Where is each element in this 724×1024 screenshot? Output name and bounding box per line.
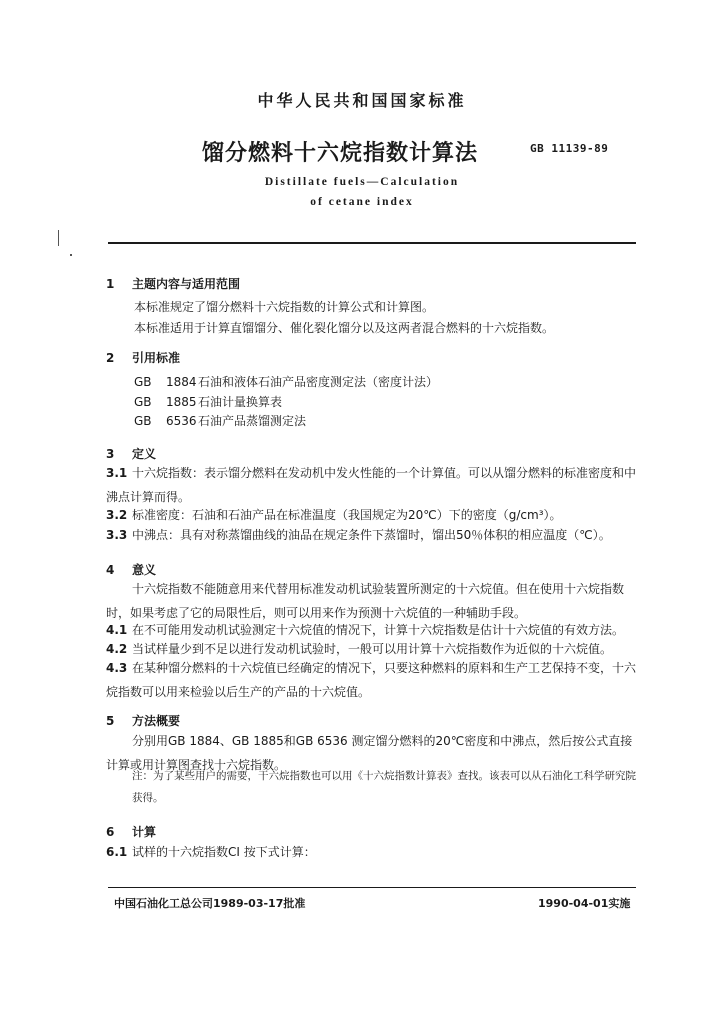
implementation-date: 1990-04-01实施 bbox=[538, 897, 631, 910]
scan-artifact bbox=[58, 230, 59, 246]
section-1-paragraph-1: 本标准规定了馏分燃料十六烷指数的计算公式和计算图。 bbox=[134, 300, 435, 314]
section-heading-6: 6 计算 bbox=[106, 825, 157, 839]
definition-item: 3.3 中沸点：具有对称蒸馏曲线的油品在规定条件下蒸馏时，馏出50％体积的相应温度（℃）。 bbox=[106, 528, 611, 542]
definition-item: 3.2 标准密度：石油和石油产品在标准温度（我国规定为20℃）下的密度（g/cm³）。 bbox=[106, 508, 562, 522]
section-5-paragraph: 分别用GB 1884、GB 1885和GB 6536 测定馏分燃料的20℃密度和中沸点，然后按公式直接计算或用计算图查找十六烷指数。 bbox=[106, 734, 633, 772]
definition-item: 3.1 十六烷指数：表示馏分燃料在发动机中发火性能的一个计算值。可以从馏分燃料的标准密度和中沸点计算而得。 bbox=[106, 466, 637, 504]
section-heading-4: 4 意义 bbox=[106, 563, 157, 577]
section-5-note: 注：为了某些用户的需要，干六烷指数也可以用《十六烷指数计算表》查找。该表可以从石油化工科学研究院获得。 bbox=[132, 770, 636, 804]
section-1-paragraph-2: 本标准适用于计算直馏馏分、催化裂化馏分以及这两者混合燃料的十六烷指数。 bbox=[134, 321, 555, 335]
significance-item: 4.1 在不可能用发动机试验测定十六烷值的情况下，计算十六烷指数是估计十六烷值的有效方法。 bbox=[106, 623, 625, 637]
reference-item: GB 1885石油计量换算表 bbox=[134, 395, 283, 409]
section-heading-5: 5 方法概要 bbox=[106, 714, 181, 728]
reference-item: GB 1884石油和液体石油产品密度测定法（密度计法） bbox=[134, 375, 439, 389]
reference-item: GB 6536石油产品蒸馏测定法 bbox=[134, 414, 307, 428]
document-title-cn: 馏分燃料十六烷指数计算法 bbox=[202, 141, 479, 166]
header-divider bbox=[108, 242, 636, 244]
document-title-en-line1: Distillate fuels—Calculation bbox=[264, 176, 460, 188]
significance-item: 4.3 在某种馏分燃料的十六烷值已经确定的情况下，只要这种燃料的原料和生产工艺保持不变，十六烷指数可以用来检验以后生产的产品的十六烷值。 bbox=[106, 661, 637, 699]
standard-code: GB 11139-89 bbox=[530, 142, 609, 155]
section-heading-1: 1 主题内容与适用范围 bbox=[106, 277, 241, 291]
approval-date: 中国石油化工总公司1989-03-17批准 bbox=[114, 897, 306, 910]
significance-item: 4.2 当试样量少到不足以进行发动机试验时，一般可以用计算十六烷指数作为近似的十六烷值。 bbox=[106, 642, 613, 656]
standard-type-header: 中华人民共和国国家标准 bbox=[257, 91, 467, 110]
section-4-intro: 十六烷指数不能随意用来代替用标准发动机试验装置所测定的十六烷值。但在使用十六烷指数时，如果考虑了它的局限性后，则可以用来作为预测十六烷值的一种辅助手段。 bbox=[106, 582, 625, 620]
calculation-item: 6.1 试样的十六烷指数CI 按下式计算： bbox=[106, 845, 316, 859]
section-heading-2: 2 引用标准 bbox=[106, 351, 181, 365]
scan-artifact bbox=[70, 254, 72, 256]
section-heading-3: 3 定义 bbox=[106, 447, 157, 461]
document-title-en-line2: of cetane index bbox=[310, 196, 414, 208]
footer-divider bbox=[108, 887, 636, 888]
